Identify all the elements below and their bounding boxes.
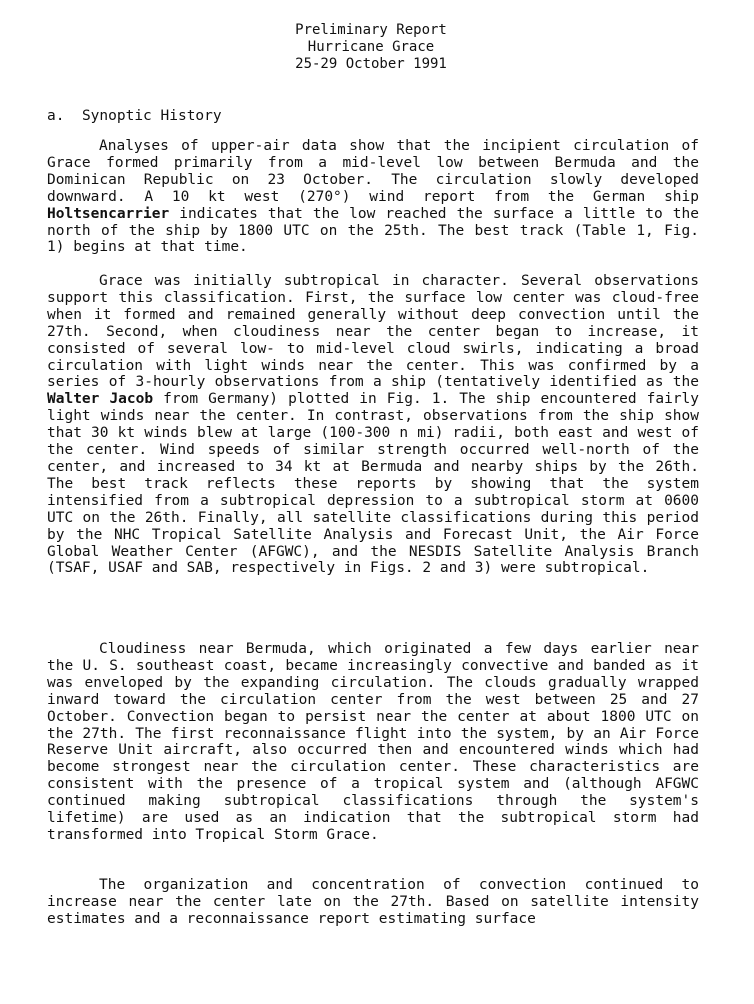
paragraph-2 — [47, 273, 699, 577]
report-dates: 25-29 October 1991 — [295, 56, 447, 72]
paragraph-4: The organization and concentration of convection continued to increase near the center late on the 27th. Based on satellite intensity estimates and a reconnaissance report estimating surface — [47, 877, 699, 927]
paragraph-1 — [47, 138, 699, 256]
section-label: a. — [47, 108, 65, 124]
section-heading — [47, 107, 222, 125]
report-header — [0, 22, 742, 73]
storm-name: Hurricane Grace — [307, 39, 435, 55]
paragraph-1-text-a: Analyses of upper-air data show that the incipient circulation of Grace formed primarily from a mid-level low between Bermuda and the Dominican Republic on 23 October. The circulation slowly developed downward. A 10 kt west (270°) wind report from the German ship — [47, 138, 699, 205]
ship-name-holtsencarrier: Holtsencarrier — [47, 205, 170, 222]
section-title: Synoptic History — [81, 108, 222, 124]
paragraph-2-text-b: from Germany) plotted in Fig. 1. The ship encountered fairly light winds near the center. In contrast, observations from the ship show that 30 kt winds blew at large (100-300 n mi) radii, both east and west of the center. Wind speeds of similar strength occurred well-north of the center, and increased to 34 kt at Bermuda and nearby ships by the 26th. The best track reflects these reports by showing that the system intensified from a subtropical depression to a subtropical storm at 0600 UTC on the 26th. Finally, all satellite classifications during this period by the NHC Tropical Satellite Analysis and Forecast Unit, the Air Force Global Weather Center (AFGWC), and the NESDIS Satellite Analysis Branch (TSAF, USAF and SAB, respectively in Figs. 2 and 3) were subtropical. — [47, 391, 700, 577]
paragraph-2-text-a: Grace was initially subtropical in character. Several observations support this classification. First, the surface low center was cloud-free when it formed and remained generally without deep convection until the 27th. Second, when cloudiness near the center began to increase, it consisted of several low- to mid-level cloud swirls, indicating a broad circulation with light winds near the center. This was confirmed by a series of 3-hourly observations from a ship (tentatively identified as the — [47, 273, 699, 391]
ship-name-walter-jacob: Walter Jacob — [47, 391, 154, 408]
report-title: Preliminary Report — [295, 22, 447, 38]
paragraph-1-text-b: indicates that the low reached the surface a little to the north of the ship by 1800 UTC on the 25th. The best track (Table 1, Fig. 1) begins at that time. — [47, 205, 699, 256]
paragraph-3: Cloudiness near Bermuda, which originated a few days earlier near the U. S. southeast coast, became increasingly convective and banded as it was enveloped by the expanding circulation. The clouds gradually wrapped inward toward the circulation center from the west between 25 and 27 October. Convection began to persist near the center at about 1800 UTC on the 27th. The first reconnaissance flight into the system, by an Air Force Reserve Unit aircraft, also occurred then and encountered winds which had become strongest near the circulation center. These characteristics are consistent with the presence of a tropical system and (although AFGWC continued making subtropical classifications through the system's lifetime) are used as an indication that the subtropical storm had transformed into Tropical Storm Grace. — [47, 641, 699, 843]
